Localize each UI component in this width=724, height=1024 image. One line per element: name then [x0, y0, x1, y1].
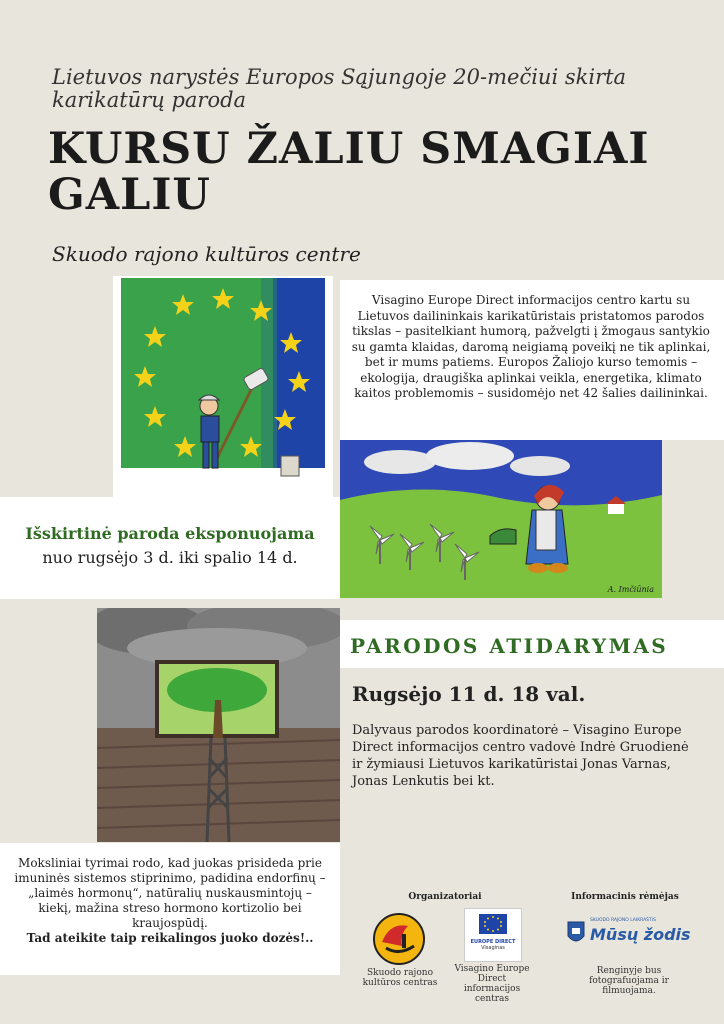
europe-direct-logo [464, 908, 522, 962]
organizers-label: Organizatoriai [408, 892, 482, 902]
musu-zodis-logo [566, 918, 692, 948]
org1-caption: Skuodo rajono kultūros centras [362, 968, 438, 988]
skuodas-logo [372, 912, 426, 966]
cartoon-windmills [340, 440, 662, 598]
paper-name: Mūsų žodis [590, 925, 691, 944]
eu-logo-city: Visaginas [481, 945, 505, 951]
event-title: KURSU ŽALIU SMAGIAI GALIU [48, 124, 650, 220]
org2-caption: Visagino Europe Direct informacijos centras [454, 964, 530, 1004]
science-call-to-action: Tad ateikite taip reikalingos juoko dozės!.. [26, 931, 314, 945]
science-text [14, 856, 326, 946]
exhibition-dates: nuo rugsėjo 3 d. iki spalio 14 d. [42, 548, 298, 567]
cartoon-eu-flag-painter [113, 276, 333, 498]
eu-logo-text: EUROPE DIRECT [470, 939, 516, 945]
paper-tagline: SKUODO RAJONO LAIKRAŠTIS [590, 918, 656, 923]
opening-description: Dalyvaus parodos koordinatorė – Visagino Europe Direct informacijos centro vadovė Indrė Gruodienė ir žymiausi Lietuvos karikatūristai Jonas Varnas, Jonas Lenkutis bei kt. [352, 723, 689, 789]
exhibition-highlight: Išskirtinė paroda eksponuojama [25, 524, 315, 543]
event-venue: Skuodo rajono kultūros centre [52, 242, 361, 266]
opening-datetime: Rugsėjo 11 d. 18 val. [352, 682, 586, 706]
media-note: Renginyje bus fotografuojama ir filmuojama. [589, 966, 669, 996]
opening-title: PARODOS ATIDARYMAS [350, 634, 669, 658]
artist-signature: A. Imčiūnia [607, 585, 654, 594]
event-subtitle: Lietuvos narystės Europos Sąjungoje 20-mečiui skirta karikatūrų paroda [52, 65, 627, 112]
intro-text: Visagino Europe Direct informacijos centro kartu su Lietuvos dailininkais karikatūristais pristatomos parodos tikslas – pasitelkiant humorą, pažvelgti į žmogaus santykio su gamta klaidas, daromą neigiamą poveikį ne tik aplinkai, bet ir mums patiems. Europos Žaliojo kurso temomis – ekologija, draugiška aplinkai veikla, energetika, klimato kaitos problemomis – susidomėjo net 42 šalies dailininkai. [351, 293, 711, 400]
cartoon-billboard-tree [97, 608, 340, 842]
science-body: Moksliniai tyrimai rodo, kad juokas prisideda prie imuninės sistemos stiprinimo, padidina endorfinų – „laimės hormonų“, natūralių nuskausmintojų – kiekį, mažina streso hormono kortizolio bei kraujospūdį. [14, 856, 326, 930]
media-sponsor-label: Informacinis rėmėjas [571, 892, 679, 902]
